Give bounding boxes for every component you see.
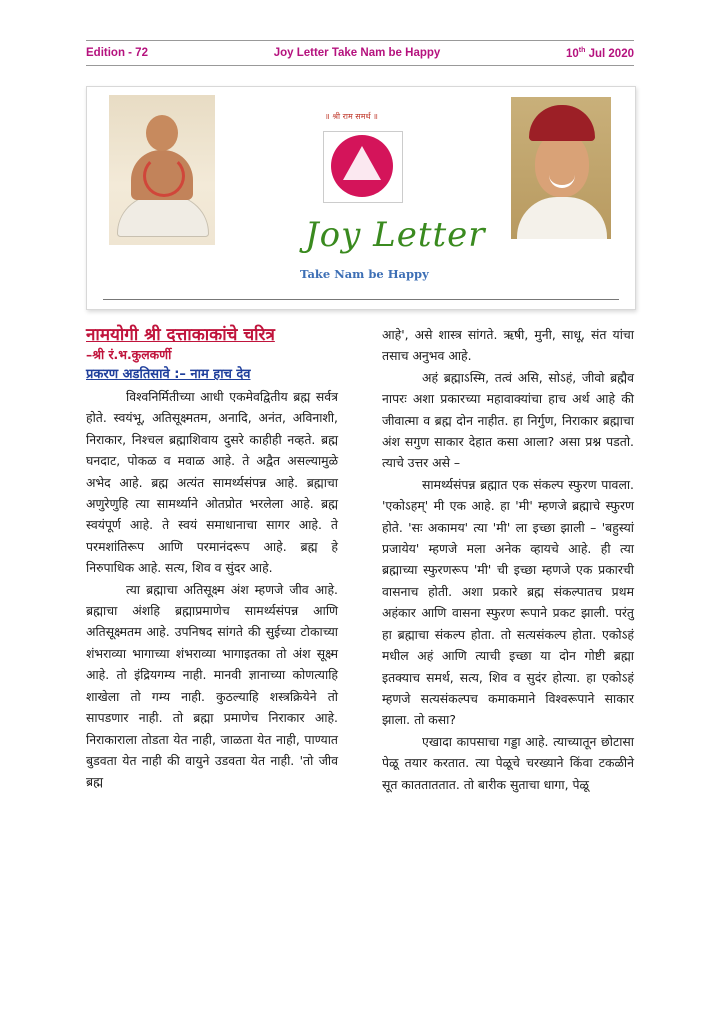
issue-date: 10th Jul 2020 [565, 46, 634, 60]
joy-letter-logo [323, 131, 403, 203]
paragraph: अहं ब्रह्माऽस्मि, तत्वं असि, सोऽहं, जीवो ब्रह्मैव नापरः अशा प्रकारच्या महावाक्यांचा हाच अर्थ आहे की जीवात्मा व ब्रह्म दोन नाहीत. हा निर्गुण, निराकार ब्रह्माचा अंश सगुण साकार देहात कसा आला? असा प्रश्न पडतो. त्याचे उत्तर असे – [382, 369, 634, 471]
banner-logo-text: Joy Letter [305, 215, 486, 255]
banner-top-tag: ॥ श्री राम समर्थ ॥ [325, 112, 378, 121]
chapter-heading: प्रकरण अडतिसावे :– नाम हाच देव [86, 367, 251, 382]
article-right-column [382, 324, 634, 795]
paragraph: त्या ब्रह्माचा अतिसूक्ष्म अंश म्हणजे जीव आहे. ब्रह्माचा अंशहि ब्रह्माप्रमाणेच सामर्थ्यसंपन्न आणि अतिसूक्ष्मतम आहे. उपनिषद सांगते की सुईच्या टोकाच्या शंभराव्या भागाच्या शंभराव्या भागाइतका तो अंश सूक्ष्म आहे. तो इंद्रियगम्य नाही. मानवी ज्ञानाच्या कोणत्याहि शाखेला तो गम्य नाही. कुठल्याहि शस्त्रक्रियेने तो सापडणार नाही. तो ब्रह्मा प्रमाणेच निराकार आहे. निराकाराला तोडता येत नाही, जाळता येत नाही, पाण्यात बुडवता येत नाही की वायुने उडवता येत नाही. 'तो जीव ब्रह्म [86, 581, 338, 790]
paragraph: आहे', असे शास्त्र सांगते. ऋषी, मुनी, साधू, संत यांचा तसाच अनुभव आहे. [382, 327, 634, 364]
paragraph: एखादा कापसाचा गड्डा आहे. त्याच्यातून छोटासा पेळू तयार करतात. त्या पेळूचे चरख्याने किंवा टकळीने सूत कातताततात. तो बारीक सुताचा धागा, पेळू [382, 733, 634, 792]
article-title: नामयोगी श्री दत्ताकाकांचे चरित्र [86, 325, 275, 345]
edition-label: Edition - 72 [86, 47, 148, 59]
article-author: –श्री रं.भ.कुलकर्णी [86, 347, 172, 362]
masthead-banner [86, 86, 636, 310]
banner-logo-subtitle: Take Nam be Happy [300, 267, 429, 281]
paragraph: सामर्थ्यसंपन्न ब्रह्मात एक संकल्प स्फुरण पावला. 'एकोऽहम्' मी एक आहे. हा 'मी' म्हणजे ब्रह्माचे स्फुरण होते. 'सः अकामय' त्या 'मी' ला इच्छा झाली – 'बहुस्यां प्रजायेय' म्हणजे मला अनेक व्हायचे आहे. ही त्या ब्रह्माच्या स्फुरणरूप 'मी' ची इच्छा म्हणजे एक प्रकारची वासनाच होती. अशा प्रकारे ब्रह्म संकल्पातच प्रथम अहंकार आणि वासना स्फुरण रूपाने प्रकट झाली. परंतु हा ब्रह्माचा संकल्प होता. तो सत्यसंकल्प होता. एकोऽहं मधील अहं आणि त्याची इच्छा या दोन गोष्टी ब्रह्मा इतक्याच समर्थ, सत्य, शिव व सुदंर होत्या. हा एकोऽहं म्हणजे सत्यसंकल्पच कमाकमाने विश्वरूपाने साकार झाला. तो कसा? [382, 476, 634, 728]
saint-portrait [109, 95, 215, 245]
paragraph: विश्वनिर्मितीच्या आधी एकमेवद्वितीय ब्रह्म सर्वत्र होते. स्वयंभू, अतिसूक्ष्मतम, अनादि, अनंत, अविनाशी, निराकार, निश्चल ब्रह्माशिवाय दुसरे काहीही नव्हते. ब्रह्म घनदाट, पोकळ व मवाळ आहे. ते अद्वैत असल्यामुळे अभेद आहे. ब्रह्म अत्यंत सामर्थ्यसंपन्न आहे. ब्रह्माचा अणुरेणुहि त्या सामर्थ्याने ओतप्रोत भरलेला आहे. ब्रह्म स्वयंपूर्ण आहे. ते स्वयं समाधानाचा सागर आहे. ते परमशांतिरूप आणि परमानंदरूप आहे. ब्रह्म हे निरुपाधिक आहे. सत्य, शिव व सुंदर आहे. [86, 389, 338, 576]
banner-divider [103, 299, 619, 300]
newsletter-title: Joy Letter Take Nam be Happy [273, 47, 441, 59]
author-portrait [511, 97, 611, 239]
article-left-column [86, 324, 338, 793]
page-header [86, 40, 634, 66]
